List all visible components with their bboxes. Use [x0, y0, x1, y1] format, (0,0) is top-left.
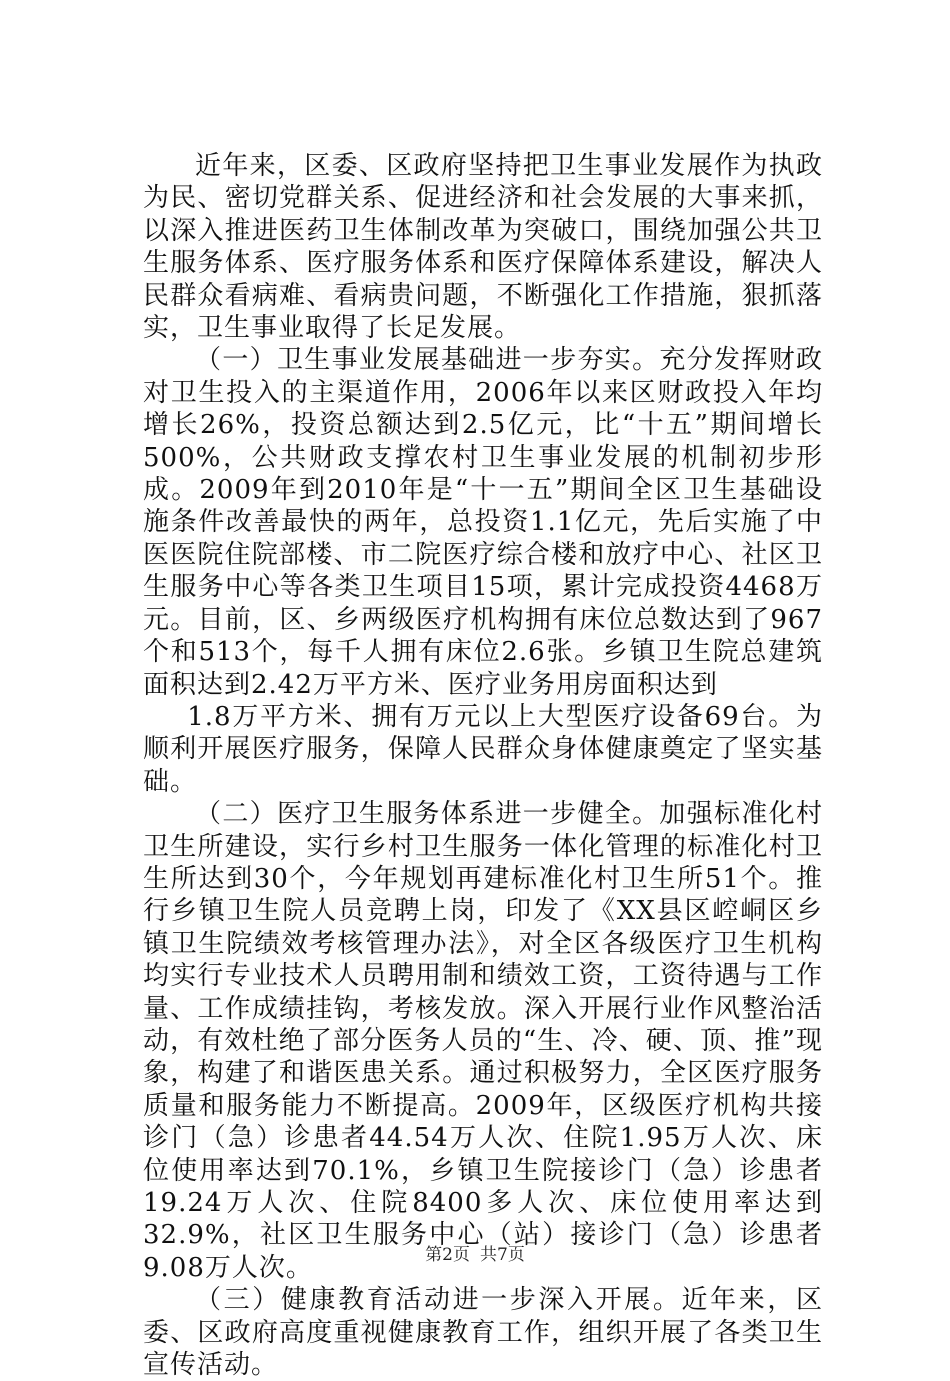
page-footer	[0, 1244, 950, 1266]
paragraph-section-1-continued: 1.8万平方米、拥有万元以上大型医疗设备69台。为顺利开展医疗服务，保障人民群众身体健康奠定了坚实基础。	[143, 701, 823, 797]
paragraph-section-1: （一）卫生事业发展基础进一步夯实。充分发挥财政对卫生投入的主渠道作用，2006年以来区财政投入年均增长26%，投资总额达到2.5亿元，比“十五”期间增长500%，公共财政支撑农村卫生事业发展的机制初步形成。2009年到2010年是“十一五”期间全区卫生基础设施条件改善最快的两年，总投资1.1亿元，先后实施了中医医院住院部楼、市二院医疗综合楼和放疗中心、社区卫生服务中心等各类卫生项目15项，累计完成投资4468万元。目前，区、乡两级医疗机构拥有床位总数达到了967个和513个，每千人拥有床位2.6张。乡镇卫生院总建筑面积达到2.42万平方米、医疗业务用房面积达到	[143, 345, 823, 700]
paragraph-section-3: （三）健康教育活动进一步深入开展。近年来，区委、区政府高度重视健康教育工作，组织开展了各类卫生宣传活动。	[143, 1285, 823, 1381]
page-number-current: 第2页	[425, 1245, 470, 1265]
paragraph-intro: 近年来，区委、区政府坚持把卫生事业发展作为执政为民、密切党群关系、促进经济和社会发展的大事来抓，以深入推进医药卫生体制改革为突破口，围绕加强公共卫生服务体系、医疗服务体系和医疗保障体系建设，解决人民群众看病难、看病贵问题，不断强化工作措施，狠抓落实，卫生事业取得了长足发展。	[143, 151, 823, 344]
page-number-total: 共7页	[480, 1245, 525, 1265]
document-body	[143, 150, 823, 1381]
paragraph-section-2: （二）医疗卫生服务体系进一步健全。加强标准化村卫生所建设，实行乡村卫生服务一体化管理的标准化村卫生所达到30个，今年规划再建标准化村卫生所51个。推行乡镇卫生院人员竞聘上岗，印发了《XX县区崆峒区乡镇卫生院绩效考核管理办法》，对全区各级医疗卫生机构均实行专业技术人员聘用制和绩效工资，工资待遇与工作量、工作成绩挂钩，考核发放。深入开展行业作风整治活动，有效杜绝了部分医务人员的“生、冷、硬、顶、推”现象，构建了和谐医患关系。通过积极努力，全区医疗服务质量和服务能力不断提高。2009年，区级医疗机构共接诊门（急）诊患者44.54万人次、住院1.95万人次、床位使用率达到70.1%，乡镇卫生院接诊门（急）诊患者19.24万人次、住院8400多人次、床位使用率达到32.9%，社区卫生服务中心（站）接诊门（急）诊患者9.08万人次。	[143, 799, 823, 1283]
